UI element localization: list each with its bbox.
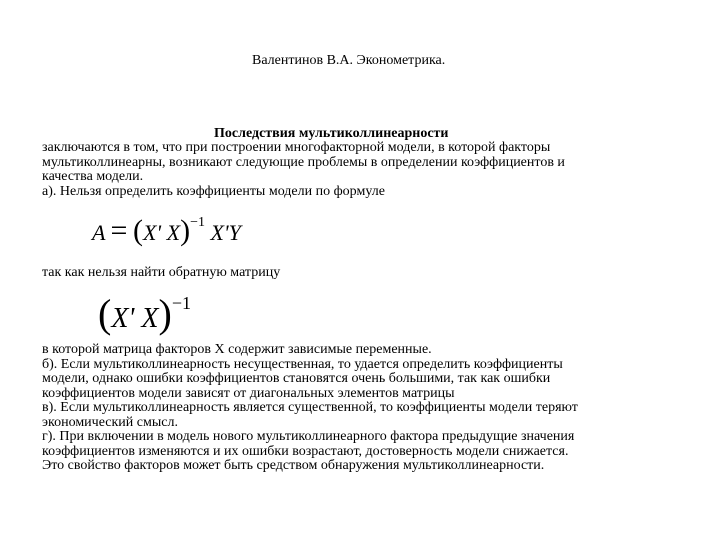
text-line: мультиколлинеарны, возникают следующие проблемы в определении коэффициентов и [42, 154, 565, 170]
formula-left-paren: ( [98, 291, 112, 336]
text-line: коэффициентов изменяются и их ошибки возрастают, достоверность модели снижается. [42, 443, 569, 459]
text-line: так как нельзя найти обратную матрицу [42, 265, 281, 280]
text-line: Это свойство факторов может быть средством обнаружения мультиколлинеарности. [42, 458, 545, 473]
text-line: качества модели. [42, 169, 144, 184]
formula-inverse-matrix [98, 290, 191, 337]
page-header: Валентинов В.А. Эконометрика. [252, 53, 446, 68]
formula-exponent: −1 [190, 215, 205, 230]
formula-right-paren: ) [180, 214, 191, 247]
formula-left-paren: ( [132, 214, 143, 247]
text-line: экономический смысл. [42, 414, 178, 430]
formula-rhs: X'Y [210, 220, 241, 245]
text-line: б). Если мультиколлинеарность несущественная, то удается определить коэффициенты [42, 356, 563, 372]
text-line: коэффициентов модели зависят от диагональных элементов матрицы [42, 385, 455, 401]
paragraph-intro [42, 141, 682, 199]
formula-inner: X' X [111, 303, 159, 334]
text-line: г). При включении в модель нового мультиколлинеарного фактора предыдущие значения [42, 429, 575, 444]
text-line: в). Если мультиколлинеарность является существенной, то коэффициенты модели теряют [42, 400, 578, 415]
text-line: в которой матрица факторов X содержит зависимые переменные. [42, 342, 432, 357]
paragraph-inverse [42, 266, 682, 281]
formula-coefficients [92, 214, 241, 248]
text-line: модели, однако ошибки коэффициентов становятся очень большими, так как ошибки [42, 371, 551, 386]
section-title: Последствия мультиколлинеарности [214, 126, 449, 141]
formula-inner: X' X [142, 220, 181, 245]
text-line: а). Нельзя определить коэффициенты модели по формуле [42, 183, 385, 199]
formula-equals: = [110, 214, 128, 247]
text-line: заключаются в том, что при построении многофакторной модели, в которой факторы [42, 140, 551, 155]
formula-right-paren: ) [158, 291, 172, 336]
formula-lhs: A [92, 220, 106, 245]
paragraph-consequences [42, 343, 682, 474]
formula-exponent: −1 [171, 293, 192, 313]
